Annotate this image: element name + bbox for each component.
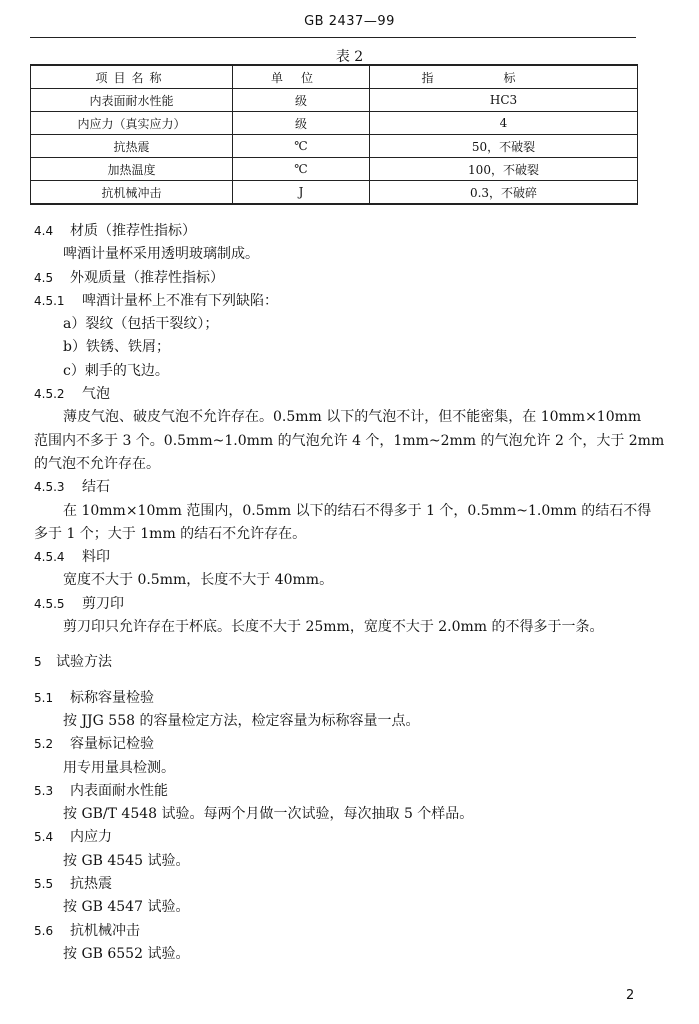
section-title: 外观质量（推荐性指标）: [70, 269, 224, 286]
paragraph-line: 在 10mm×10mm 范围内，0.5mm 以下的结石不得多于 1 个，0.5mm~1.0mm 的结石不得: [63, 502, 652, 519]
cell-unit: ℃: [233, 135, 370, 158]
list-item: c）刺手的飞边。: [63, 362, 169, 379]
section-title: 抗热震: [70, 876, 112, 893]
spacer: [34, 639, 644, 651]
section-title: 结石: [82, 479, 110, 496]
table-header-row: [31, 65, 638, 89]
section-number: 5.4: [34, 830, 54, 845]
table-row: [31, 89, 638, 112]
section-heading: [34, 290, 644, 313]
header-index: 指标: [370, 65, 638, 89]
section-number: 4.5.5: [34, 596, 65, 611]
section-heading: [34, 780, 644, 803]
list-item: a）裂纹（包括干裂纹）；: [63, 316, 219, 333]
section-title: 材质（推荐性指标）: [70, 223, 196, 239]
section-title: 剪刀印: [82, 595, 124, 612]
section-heading: [34, 733, 644, 756]
cell-name: 抗机械冲击: [31, 181, 233, 205]
section-number: 5.5: [34, 877, 54, 892]
section-number: 4.5: [34, 270, 54, 285]
section-heading: [34, 220, 644, 243]
section-heading: [34, 476, 644, 499]
spec-table: [30, 64, 638, 205]
section-number: 5.6: [34, 923, 54, 938]
cell-unit: 级: [233, 112, 370, 135]
cell-name: 内应力（真实应力）: [31, 112, 233, 135]
paragraph-line: 的气泡不允许存在。: [34, 455, 160, 472]
chapter-heading: [34, 651, 644, 674]
cell-value: 50，不破裂: [370, 135, 638, 158]
paragraph-line: 按 GB/T 4548 试验。每两个月做一次试验，每次抽取 5 个样品。: [63, 806, 474, 823]
header-unit: 单位: [233, 65, 370, 89]
header-item-name: 项目名称: [31, 65, 233, 89]
paragraph-line: 用专用量具检测。: [63, 759, 175, 776]
page-number: 2: [626, 988, 635, 1003]
section-number: 5.3: [34, 783, 54, 798]
cell-name: 抗热震: [31, 135, 233, 158]
table-row: [31, 181, 638, 205]
cell-unit: J: [233, 181, 370, 205]
paragraph-line: 宽度不大于 0.5mm，长度不大于 40mm。: [63, 572, 334, 589]
cell-value: 0.3，不破碎: [370, 181, 638, 205]
section-title: 内表面耐水性能: [70, 782, 168, 799]
section-title: 气泡: [82, 386, 110, 403]
section-heading: [34, 383, 644, 406]
section-title: 料印: [82, 549, 110, 566]
section-heading: [34, 873, 644, 896]
section-title: 啤酒计量杯上不准有下列缺陷：: [82, 292, 278, 309]
section-heading: [34, 920, 644, 943]
section-number: 5: [34, 655, 42, 670]
cell-name: 内表面耐水性能: [31, 89, 233, 112]
section-number: 4.5.1: [34, 293, 65, 308]
spacer: [34, 675, 644, 687]
paragraph-line: 薄皮气泡、破皮气泡不允许存在。0.5mm 以下的气泡不计，但不能密集，在 10mm×10mm: [63, 409, 642, 426]
section-title: 标称容量检验: [70, 689, 154, 706]
document-body: [34, 220, 665, 966]
paragraph-line: 按 JJG 558 的容量检定方法，检定容量为标称容量一点。: [63, 712, 420, 729]
section-heading: [34, 267, 644, 290]
paragraph-line: 按 GB 6552 试验。: [63, 945, 190, 962]
cell-unit: ℃: [233, 158, 370, 181]
section-heading: [34, 687, 644, 710]
paragraph-line: 多于 1 个；大于 1mm 的结石不允许存在。: [34, 525, 307, 542]
section-number: 4.5.2: [34, 387, 65, 402]
cell-unit: 级: [233, 89, 370, 112]
section-number: 4.4: [34, 224, 54, 238]
paragraph-line: 按 GB 4545 试验。: [63, 852, 190, 869]
cell-name: 加热温度: [31, 158, 233, 181]
paragraph-line: 剪刀印只允许存在于杯底。长度不大于 25mm，宽度不大于 2.0mm 的不得多于一条。: [63, 619, 604, 636]
table-row: [31, 158, 638, 181]
table-row: [31, 112, 638, 135]
section-number: 5.1: [34, 690, 54, 705]
list-item: b）铁锈、铁屑；: [63, 339, 170, 356]
section-title: 抗机械冲击: [70, 922, 140, 939]
section-title: 容量标记检验: [70, 736, 154, 753]
section-heading: [34, 546, 644, 569]
section-number: 4.5.3: [34, 480, 65, 495]
table-row: [31, 135, 638, 158]
standard-number-header: GB 2437—99: [304, 14, 395, 29]
section-heading: [34, 593, 644, 616]
cell-value: 100，不破裂: [370, 158, 638, 181]
cell-value: HC3: [370, 89, 638, 112]
paragraph-line: 按 GB 4547 试验。: [63, 899, 190, 916]
table-caption: 表 2: [335, 49, 364, 65]
header-rule: [30, 37, 636, 38]
section-title: 试验方法: [56, 654, 112, 671]
paragraph-line: 范围内不多于 3 个。0.5mm~1.0mm 的气泡允许 4 个，1mm~2mm 的气泡允许 2 个，大于 2mm: [34, 432, 665, 449]
section-title: 内应力: [70, 829, 112, 846]
section-heading: [34, 826, 644, 849]
section-number: 4.5.4: [34, 550, 65, 565]
section-number: 5.2: [34, 737, 54, 752]
cell-value: 4: [370, 112, 638, 135]
paragraph-line: 啤酒计量杯采用透明玻璃制成。: [63, 246, 259, 263]
